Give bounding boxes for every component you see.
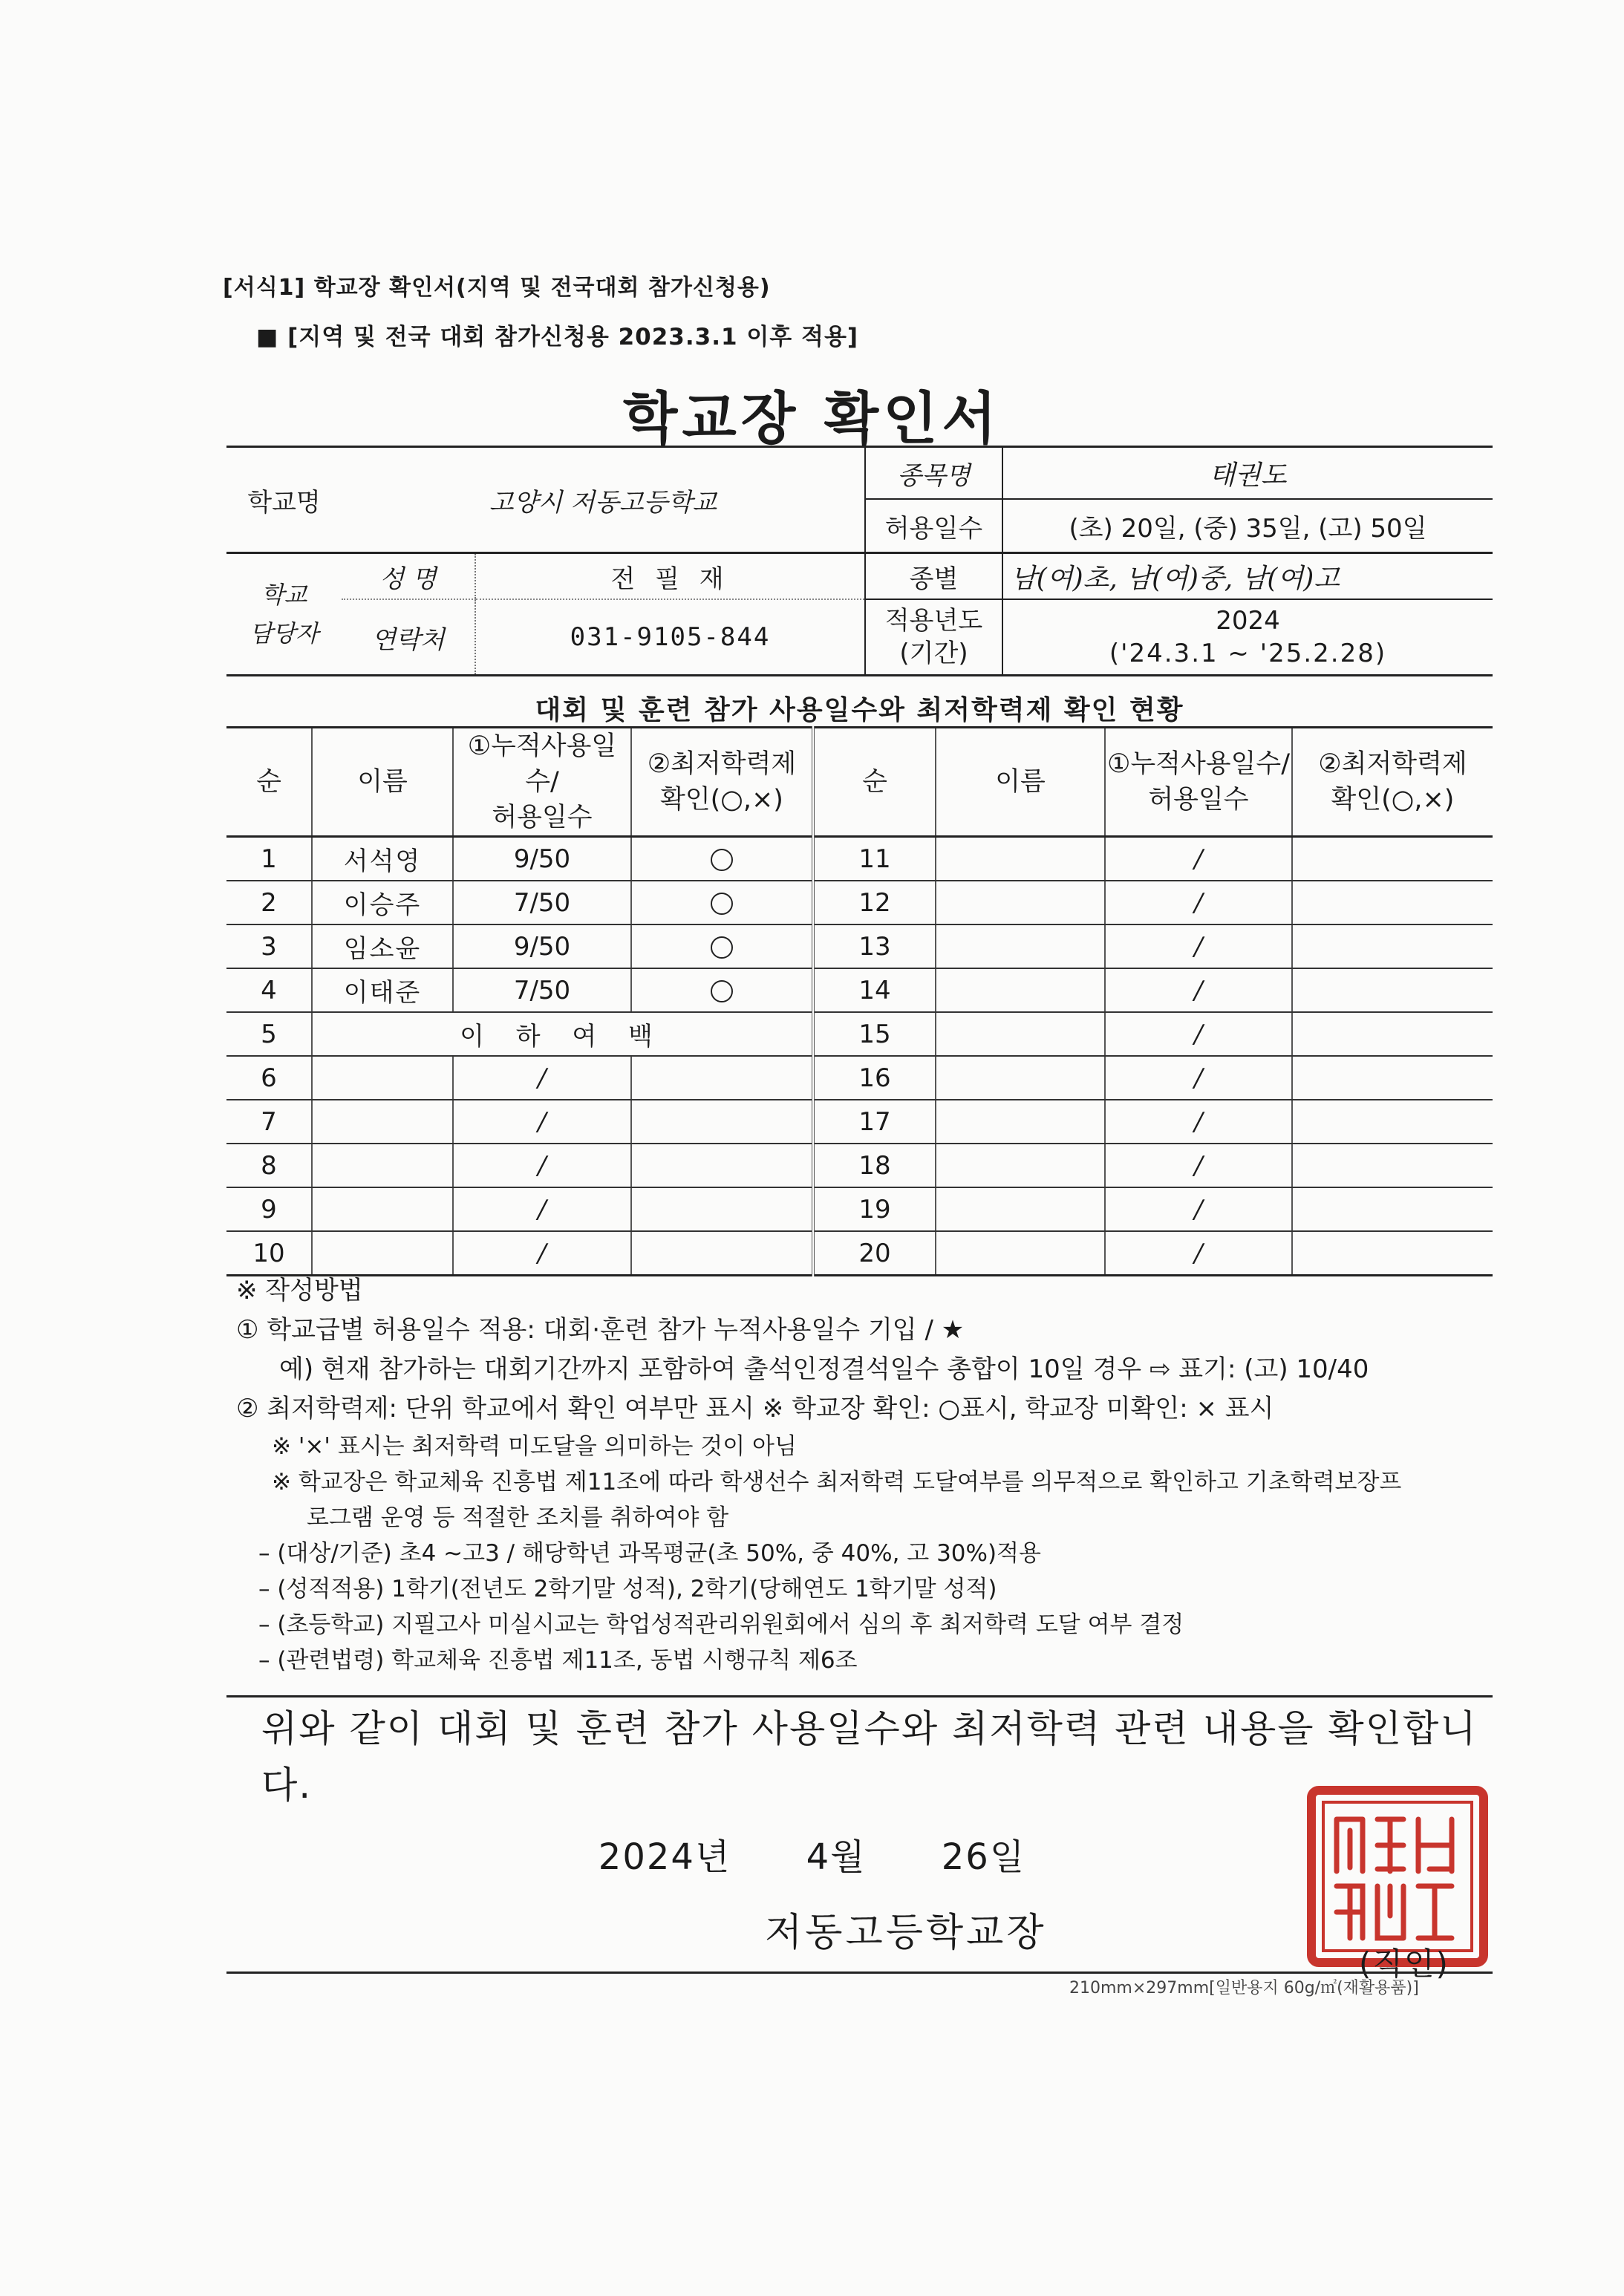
row-number: 1 xyxy=(226,837,312,881)
row-number: 8 xyxy=(226,1144,312,1187)
row-number: 16 xyxy=(813,1056,936,1100)
seal-label: (직인) xyxy=(1359,1946,1449,1982)
used-days: / xyxy=(453,1144,631,1187)
table-row xyxy=(226,1144,1493,1187)
year-value: 2024 xyxy=(1216,606,1280,636)
row-number: 14 xyxy=(813,968,936,1012)
circle-mark-icon xyxy=(711,980,733,1002)
info-table xyxy=(226,446,1493,676)
date-year: 2024년 xyxy=(598,1836,731,1878)
used-days: / xyxy=(1105,1187,1292,1231)
student-name xyxy=(312,1056,453,1100)
student-name xyxy=(936,837,1105,881)
row-number: 12 xyxy=(813,881,936,924)
table-row xyxy=(226,924,1493,968)
student-name: 이승주 xyxy=(312,881,453,924)
check-cell xyxy=(1292,1144,1493,1187)
blank-note: 이 하 여 백 xyxy=(312,1012,813,1056)
check-cell xyxy=(631,1231,813,1276)
check-cell xyxy=(631,924,813,968)
student-name xyxy=(936,924,1105,968)
header-check-2: ②최저학력제 확인(○,×) xyxy=(1292,728,1493,837)
confirmation-text: 위와 같이 대회 및 훈련 참가 사용일수와 최저학력 관련 내용을 확인합니다. xyxy=(261,1707,1478,1807)
used-days: 7/50 xyxy=(453,968,631,1012)
check-cell xyxy=(631,1144,813,1187)
check-cell xyxy=(1292,837,1493,881)
row-number: 6 xyxy=(226,1056,312,1100)
row-number: 17 xyxy=(813,1100,936,1144)
check-cell xyxy=(1292,968,1493,1012)
instruction-line: ※ 작성방법 xyxy=(236,1276,363,1305)
row-number: 20 xyxy=(813,1231,936,1276)
used-days: 9/50 xyxy=(453,924,631,968)
row-number: 15 xyxy=(813,1012,936,1056)
used-days: / xyxy=(453,1187,631,1231)
check-cell xyxy=(1292,1231,1493,1276)
event-label: 종목명 xyxy=(865,447,1002,500)
instruction-line: 로그램 운영 등 적절한 조치를 취하여야 함 xyxy=(307,1504,729,1531)
check-cell xyxy=(1292,924,1493,968)
used-days: / xyxy=(1105,1231,1292,1276)
table-row xyxy=(226,1012,1493,1056)
circle-mark-icon xyxy=(711,893,733,915)
student-name xyxy=(936,1144,1105,1187)
row-number: 3 xyxy=(226,924,312,968)
paper-spec: 210mm×297mm[일반용지 60g/㎡(재활용품)] xyxy=(1069,1979,1419,1997)
row-number: 2 xyxy=(226,881,312,924)
school-name-label: 학교명 xyxy=(226,447,342,553)
row-number: 18 xyxy=(813,1144,936,1187)
instruction-line: ② 최저학력제: 단위 학교에서 확인 여부만 표시 ※ 학교장 확인: ○표시, 학교장 미확인: × 표시 xyxy=(236,1394,1274,1423)
check-cell xyxy=(1292,881,1493,924)
divider-top xyxy=(226,1695,1493,1697)
student-name: 임소윤 xyxy=(312,924,453,968)
manager-name-label: 성 명 xyxy=(342,553,475,600)
row-number: 9 xyxy=(226,1187,312,1231)
table-row xyxy=(226,968,1493,1012)
instruction-line: ※ '×' 표시는 최저학력 미도달을 의미하는 것이 아님 xyxy=(272,1433,797,1460)
instruction-line: – (관련법령) 학교체육 진흥법 제11조, 동법 시행규칙 제6조 xyxy=(258,1647,858,1674)
used-days: / xyxy=(1105,1144,1292,1187)
period-value: ('24.3.1 ~ '25.2.28) xyxy=(1109,639,1387,668)
event-value: 태권도 xyxy=(1002,447,1493,500)
used-days: / xyxy=(1105,837,1292,881)
check-cell xyxy=(631,837,813,881)
table-row xyxy=(226,1231,1493,1276)
used-days: / xyxy=(1105,1056,1292,1100)
instruction-line: ※ 학교장은 학교체육 진흥법 제11조에 따라 학생선수 최저학력 도달여부를 의무적으로 확인하고 기초학력보장프 xyxy=(272,1469,1402,1496)
writing-instructions xyxy=(236,1271,1513,1678)
instruction-line: – (초등학교) 지필고사 미실시교는 학업성적관리위원회에서 심의 후 최저학력 도달 여부 결정 xyxy=(258,1611,1184,1638)
header-days-2: ①누적사용일수/ 허용일수 xyxy=(1105,728,1292,837)
instruction-line: ① 학교급별 허용일수 적용: 대회·훈련 참가 누적사용일수 기입 / ★ xyxy=(236,1315,965,1345)
student-name xyxy=(936,1056,1105,1100)
header-days: ①누적사용일수/ 허용일수 xyxy=(453,728,631,837)
student-name xyxy=(936,1187,1105,1231)
check-cell xyxy=(631,881,813,924)
row-number: 19 xyxy=(813,1187,936,1231)
table-row xyxy=(226,1100,1493,1144)
table-row xyxy=(226,881,1493,924)
student-name xyxy=(312,1187,453,1231)
used-days: / xyxy=(1105,924,1292,968)
check-cell xyxy=(631,1056,813,1100)
check-cell xyxy=(1292,1056,1493,1100)
used-days: / xyxy=(1105,968,1292,1012)
school-name-value: 고양시 저동고등학교 xyxy=(342,447,865,553)
used-days: / xyxy=(1105,881,1292,924)
circle-mark-icon xyxy=(711,849,733,871)
used-days: 9/50 xyxy=(453,837,631,881)
table-row xyxy=(226,1187,1493,1231)
student-name: 이태준 xyxy=(312,968,453,1012)
roster-table xyxy=(226,726,1493,1276)
check-cell xyxy=(1292,1187,1493,1231)
instruction-line: – (대상/기준) 초4 ~고3 / 해당학년 과목평균(초 50%, 중 40%, 고 30%)적용 xyxy=(258,1540,1041,1567)
table-row xyxy=(226,1056,1493,1100)
header-no: 순 xyxy=(226,728,312,837)
row-number: 5 xyxy=(226,1012,312,1056)
student-name xyxy=(936,1012,1105,1056)
circle-mark-icon xyxy=(711,936,733,959)
header-check: ②최저학력제 확인(○,×) xyxy=(631,728,813,837)
date-month: 4월 xyxy=(806,1836,867,1878)
contact-value: 031-9105-844 xyxy=(475,599,865,676)
check-cell xyxy=(631,968,813,1012)
check-cell xyxy=(1292,1100,1493,1144)
check-cell xyxy=(631,1100,813,1144)
student-name: 서석영 xyxy=(312,837,453,881)
row-number: 7 xyxy=(226,1100,312,1144)
instruction-line: – (성적적용) 1학기(전년도 2학기말 성적), 2학기(당해연도 1학기말 성적) xyxy=(258,1576,997,1602)
roster-header-row xyxy=(226,728,1493,837)
student-name xyxy=(312,1231,453,1276)
document-title: 학교장 확인서 xyxy=(623,385,1001,451)
used-days: / xyxy=(1105,1100,1292,1144)
form-number: [서식1] 학교장 확인서(지역 및 전국대회 참가신청용) xyxy=(223,275,771,301)
allowed-days-value: (초) 20일, (중) 35일, (고) 50일 xyxy=(1002,499,1493,553)
section-title: 대회 및 훈련 참가 사용일수와 최저학력제 확인 현황 xyxy=(535,695,1184,725)
form-note: ■ [지역 및 전국 대회 참가신청용 2023.3.1 이후 적용] xyxy=(256,324,859,350)
used-days: / xyxy=(453,1056,631,1100)
gender-label: 종별 xyxy=(865,553,1002,600)
student-name xyxy=(312,1144,453,1187)
divider-bottom xyxy=(226,1972,1493,1974)
check-cell xyxy=(631,1187,813,1231)
instruction-line: 예) 현재 참가하는 대회기간까지 포함하여 출석인정결석일수 총합이 10일 경우 ⇨ 표기: (고) 10/40 xyxy=(279,1354,1369,1384)
used-days: / xyxy=(1105,1012,1292,1056)
used-days: / xyxy=(453,1100,631,1144)
year-cell xyxy=(1002,599,1493,676)
table-row xyxy=(226,837,1493,881)
header-no-2: 순 xyxy=(813,728,936,837)
row-number: 10 xyxy=(226,1231,312,1276)
used-days: / xyxy=(453,1231,631,1276)
student-name xyxy=(936,1231,1105,1276)
header-name: 이름 xyxy=(312,728,453,837)
contact-label: 연락처 xyxy=(342,599,475,676)
date-day: 26일 xyxy=(941,1836,1026,1878)
row-number: 11 xyxy=(813,837,936,881)
principal-title: 저동고등학교장 xyxy=(765,1911,1047,1955)
student-name xyxy=(936,968,1105,1012)
allowed-days-label: 허용일수 xyxy=(865,499,1002,553)
row-number: 4 xyxy=(226,968,312,1012)
gender-value: 남(여)초, 남(여)중, 남(여)고 xyxy=(1002,553,1493,600)
manager-name-value: 전 필 재 xyxy=(475,553,865,600)
header-name-2: 이름 xyxy=(936,728,1105,837)
student-name xyxy=(312,1100,453,1144)
student-name xyxy=(936,881,1105,924)
year-label: 적용년도 (기간) xyxy=(865,599,1002,676)
check-cell xyxy=(1292,1012,1493,1056)
manager-label: 학교 담당자 xyxy=(226,553,342,676)
row-number: 13 xyxy=(813,924,936,968)
student-name xyxy=(936,1100,1105,1144)
used-days: 7/50 xyxy=(453,881,631,924)
